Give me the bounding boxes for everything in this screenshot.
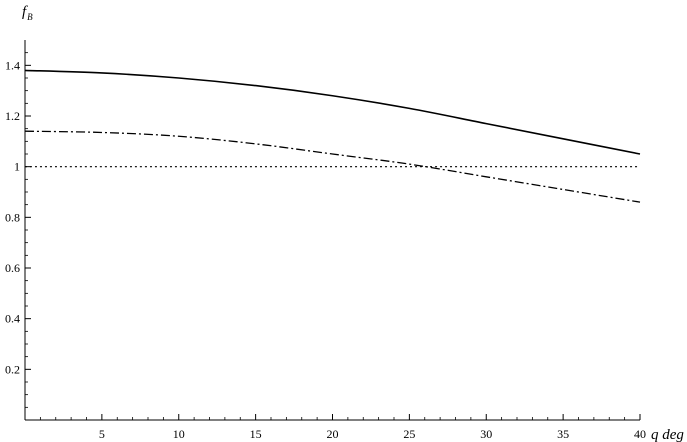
minor-ticks xyxy=(25,53,625,420)
y-tick-label: 0.8 xyxy=(5,210,20,225)
x-tick-label: 35 xyxy=(557,427,570,441)
series-line-dash-dot xyxy=(25,131,640,202)
y-tick-label: 0.6 xyxy=(5,261,20,275)
axes xyxy=(25,40,640,420)
series-group xyxy=(25,70,640,202)
x-tick-label: 40 xyxy=(634,427,646,441)
y-tick-label: 1.2 xyxy=(5,109,20,123)
series-line-solid xyxy=(25,70,640,154)
x-tick-label: 15 xyxy=(249,427,262,441)
y-axis-label: $f_B$ xyxy=(22,4,33,22)
x-tick-label: 20 xyxy=(326,427,339,441)
x-tick-label: 5 xyxy=(98,427,105,441)
y-tick-label: 0.2 xyxy=(5,362,20,377)
y-tick-label: 0.4 xyxy=(5,311,20,326)
x-ticks xyxy=(99,414,646,441)
x-tick-label: 10 xyxy=(172,427,185,441)
x-tick-label: 30 xyxy=(480,427,493,441)
y-tick-label: 1 xyxy=(14,159,20,174)
x-tick-label: 25 xyxy=(403,427,416,441)
y-ticks xyxy=(5,58,31,376)
y-tick-label: 1.4 xyxy=(5,58,20,73)
x-axis-label: q deg xyxy=(651,427,684,442)
